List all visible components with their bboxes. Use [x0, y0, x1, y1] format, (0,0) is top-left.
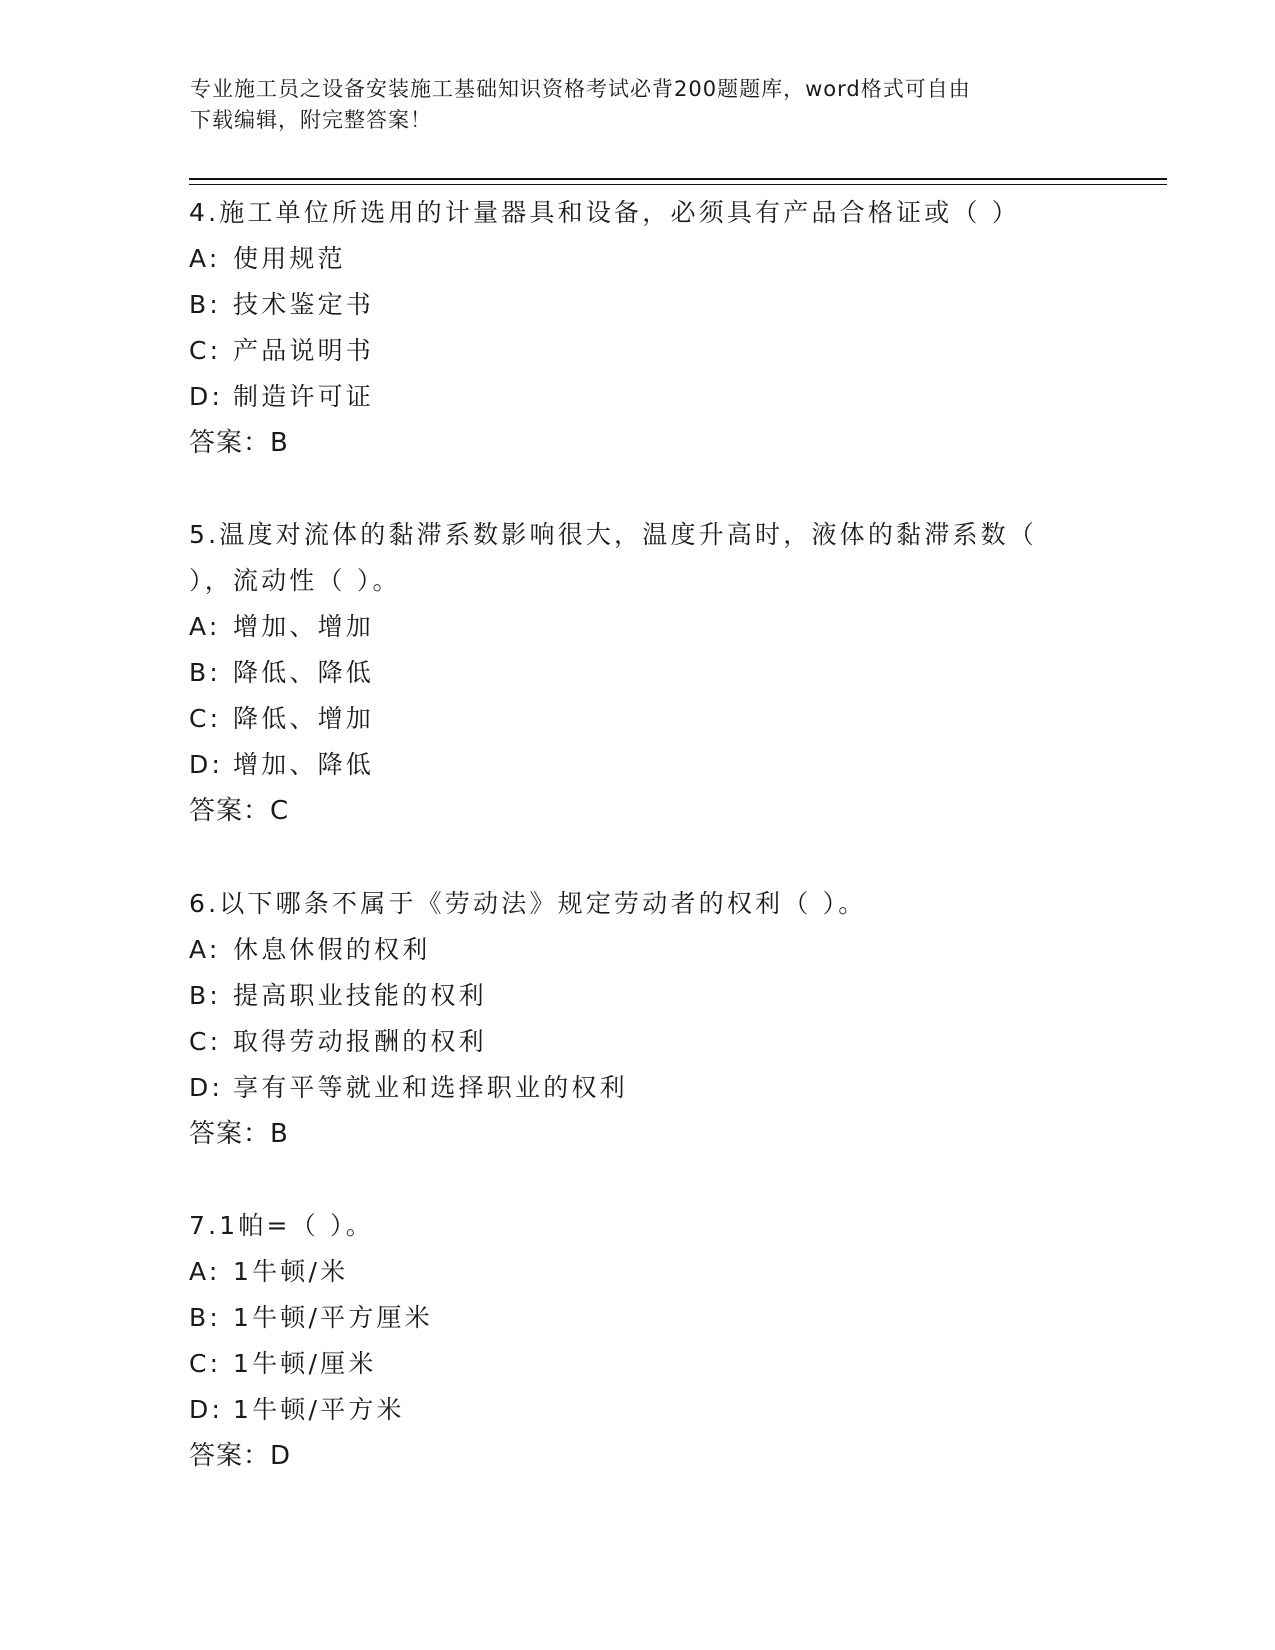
option-text: 1牛顿/米: [233, 1257, 349, 1286]
option-b: [189, 1295, 1089, 1341]
question-stem: 6.以下哪条不属于《劳动法》规定劳动者的权利（ ）。: [189, 889, 867, 918]
option-text: 制造许可证: [233, 382, 375, 411]
header-divider-thick: [189, 178, 1167, 180]
option-letter: A:: [189, 935, 221, 964]
option-d: [189, 1387, 1089, 1433]
option-letter: D:: [189, 1395, 224, 1424]
option-d: [189, 374, 1089, 420]
question-stem: 5.温度对流体的黏滞系数影响很大，温度升高时，液体的黏滞系数（: [189, 520, 1038, 549]
option-b: [189, 650, 1089, 696]
question-6: [189, 881, 1089, 1157]
header-line-2: 下载编辑，附完整答案！: [190, 108, 432, 132]
option-c: [189, 1019, 1089, 1065]
option-text: 取得劳动报酬的权利: [233, 1027, 487, 1056]
option-b: [189, 973, 1089, 1019]
question-stem: 4.施工单位所选用的计量器具和设备，必须具有产品合格证或（ ）: [189, 198, 1021, 227]
option-text: 产品说明书: [233, 336, 375, 365]
option-letter: B:: [189, 658, 221, 687]
question-stem-continued: ），流动性（ ）。: [189, 566, 401, 595]
option-text: 1牛顿/平方厘米: [233, 1303, 433, 1332]
option-letter: C:: [189, 1027, 222, 1056]
option-text: 1牛顿/厘米: [233, 1349, 377, 1378]
option-letter: A:: [189, 244, 221, 273]
header-divider-thin: [189, 184, 1167, 185]
option-letter: C:: [189, 336, 222, 365]
option-letter: D:: [189, 1073, 224, 1102]
option-letter: B:: [189, 1303, 221, 1332]
header-line-1: 专业施工员之设备安装施工基础知识资格考试必背200题题库，word格式可自由: [190, 77, 971, 101]
question-5: [189, 512, 1089, 834]
option-text: 增加、降低: [233, 750, 375, 779]
option-text: 降低、增加: [233, 704, 375, 733]
option-c: [189, 1341, 1089, 1387]
option-letter: D:: [189, 382, 224, 411]
document-header: [190, 74, 1080, 136]
question-stem: 7.1帕=（ ）。: [189, 1211, 374, 1240]
question-4: [189, 190, 1089, 466]
option-letter: C:: [189, 1349, 222, 1378]
option-text: 提高职业技能的权利: [233, 981, 487, 1010]
question-7: [189, 1203, 1089, 1479]
option-c: [189, 328, 1089, 374]
option-text: 1牛顿/平方米: [233, 1395, 405, 1424]
option-text: 降低、降低: [233, 658, 375, 687]
option-text: 技术鉴定书: [233, 290, 375, 319]
option-letter: C:: [189, 704, 222, 733]
option-c: [189, 696, 1089, 742]
option-text: 休息休假的权利: [233, 935, 431, 964]
option-letter: A:: [189, 612, 221, 641]
option-a: [189, 1249, 1089, 1295]
option-text: 使用规范: [233, 244, 346, 273]
option-text: 增加、增加: [233, 612, 375, 641]
option-d: [189, 742, 1089, 788]
option-a: [189, 927, 1089, 973]
option-letter: A:: [189, 1257, 221, 1286]
answer-line: 答案：C: [189, 796, 290, 826]
answer-line: 答案：D: [189, 1441, 292, 1471]
option-b: [189, 282, 1089, 328]
option-text: 享有平等就业和选择职业的权利: [233, 1073, 628, 1102]
option-a: [189, 604, 1089, 650]
option-a: [189, 236, 1089, 282]
option-letter: D:: [189, 750, 224, 779]
answer-line: 答案：B: [189, 428, 289, 458]
answer-line: 答案：B: [189, 1119, 289, 1149]
option-letter: B:: [189, 981, 221, 1010]
option-d: [189, 1065, 1089, 1111]
option-letter: B:: [189, 290, 221, 319]
